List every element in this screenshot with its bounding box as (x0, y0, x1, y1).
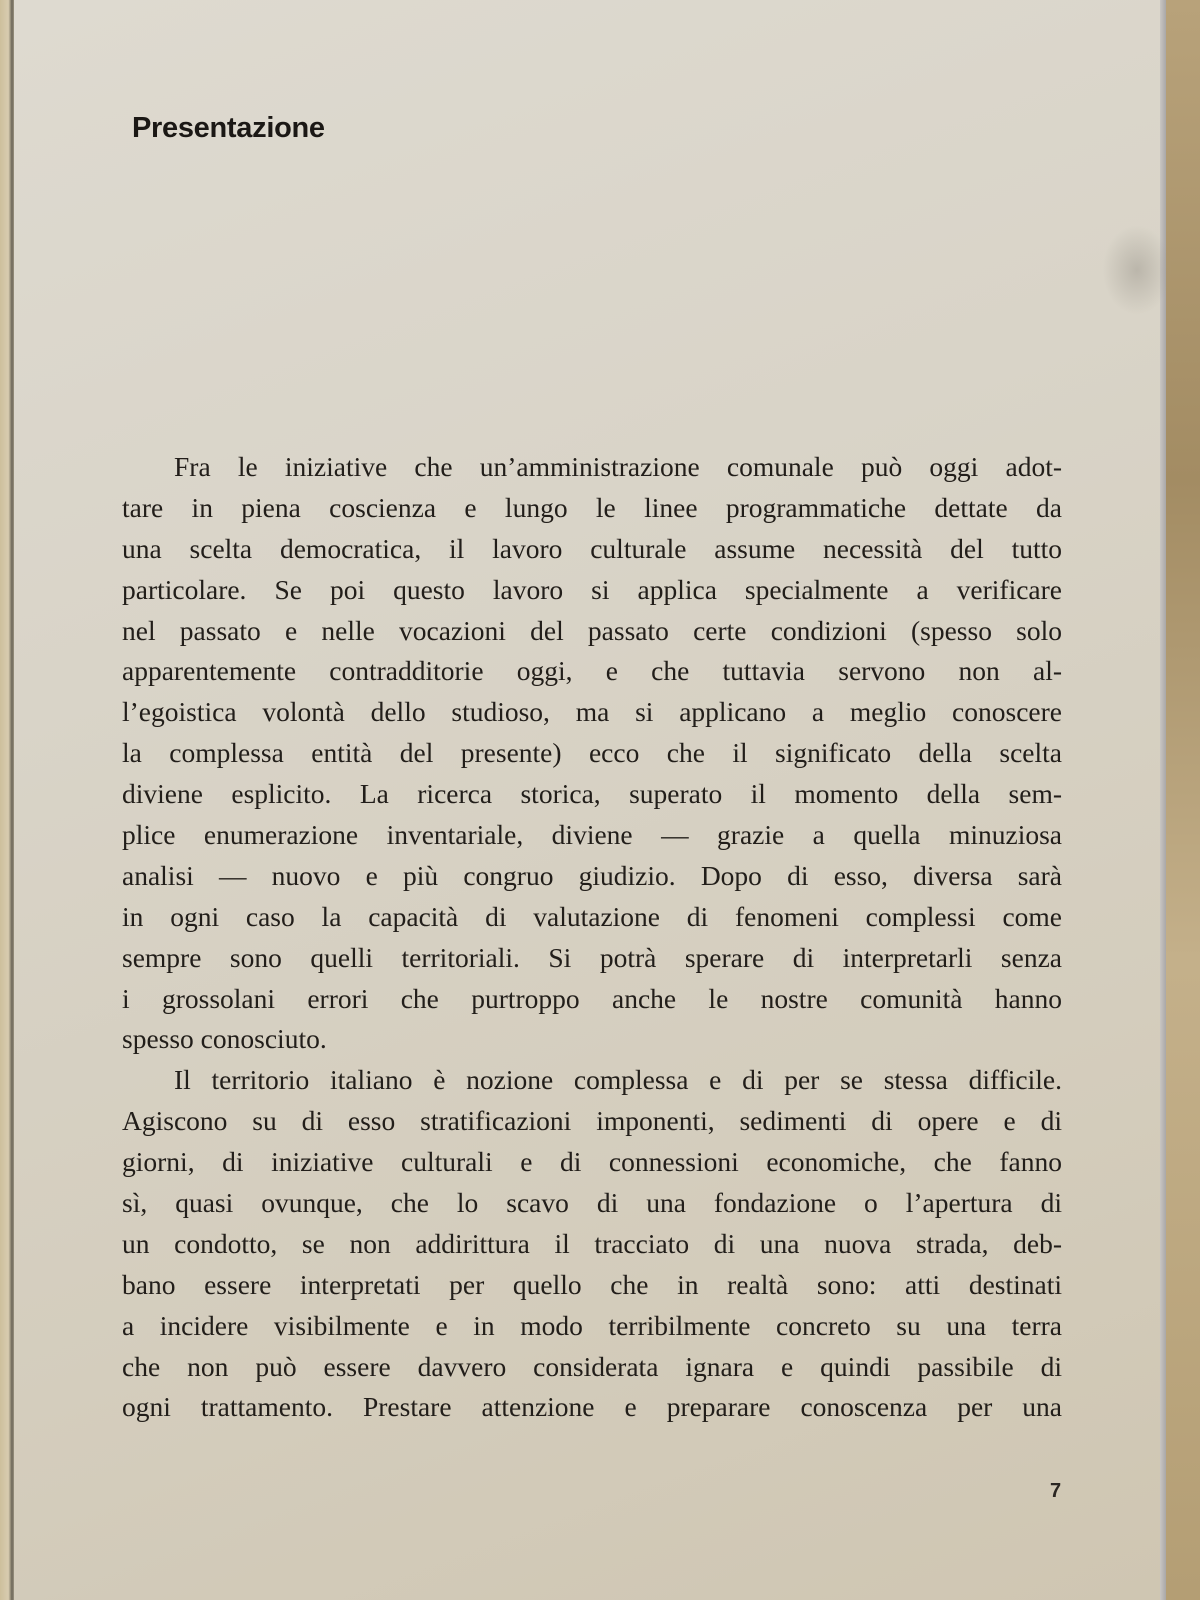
text-line: nel passato e nelle vocazioni del passato certe condizioni (spesso solo (122, 614, 1062, 646)
text-line: giorni, di iniziative culturali e di connessioni economiche, che fanno (122, 1146, 1062, 1178)
text-line: analisi — nuovo e più congruo giudizio. Dopo di esso, diversa sarà (122, 859, 1062, 891)
table-background (1164, 0, 1200, 1600)
text-line: particolare. Se poi questo lavoro si applica specialmente a verificare (122, 573, 1062, 605)
book-page (14, 0, 1166, 1600)
text-line: in ogni caso la capacità di valutazione di fenomeni complessi come (122, 900, 1062, 932)
body-text (122, 447, 1062, 1428)
text-line: plice enumerazione inventariale, diviene — grazie a quella minuziosa (122, 819, 1062, 851)
text-line: sempre sono quelli territoriali. Si potrà sperare di interpretarli senza (122, 941, 1062, 973)
text-line: Fra le iniziative che un’amministrazione comunale può oggi adot- (174, 451, 1062, 482)
book-spine-edge (0, 0, 14, 1600)
text-line: una scelta democratica, il lavoro culturale assume necessità del tutto (122, 532, 1062, 564)
text-line: a incidere visibilmente e in modo terribilmente concreto su una terra (122, 1309, 1062, 1341)
text-line: che non può essere davvero considerata ignara e quindi passibile di (122, 1350, 1062, 1382)
text-line: bano essere interpretati per quello che in realtà sono: atti destinati (122, 1268, 1062, 1300)
text-line: apparentemente contradditorie oggi, e che tuttavia servono non al- (122, 655, 1062, 687)
text-line: un condotto, se non addirittura il tracciato di una nuova strada, deb- (122, 1227, 1062, 1259)
text-line: l’egoistica volontà dello studioso, ma si applicano a meglio conoscere (122, 696, 1062, 728)
text-line: ogni trattamento. Prestare attenzione e preparare conoscenza per una (122, 1391, 1062, 1423)
text-line: sì, quasi ovunque, che lo scavo di una fondazione o l’apertura di (122, 1187, 1062, 1219)
page-smudge (1102, 225, 1172, 315)
text-line: la complessa entità del presente) ecco che il significato della scelta (122, 737, 1062, 769)
text-line: Agiscono su di esso stratificazioni imponenti, sedimenti di opere e di (122, 1105, 1062, 1137)
page-number: 7 (1050, 1480, 1062, 1502)
page-title: Presentazione (132, 112, 325, 144)
text-line: i grossolani errori che purtroppo anche le nostre comunità hanno (122, 982, 1062, 1014)
text-line: tare in piena coscienza e lungo le linee programmatiche dettate da (122, 491, 1062, 523)
text-line: diviene esplicito. La ricerca storica, superato il momento della sem- (122, 778, 1062, 810)
text-line: Il territorio italiano è nozione complessa e di per se stessa difficile. (174, 1064, 1062, 1096)
text-line: spesso conosciuto. (122, 1023, 327, 1055)
